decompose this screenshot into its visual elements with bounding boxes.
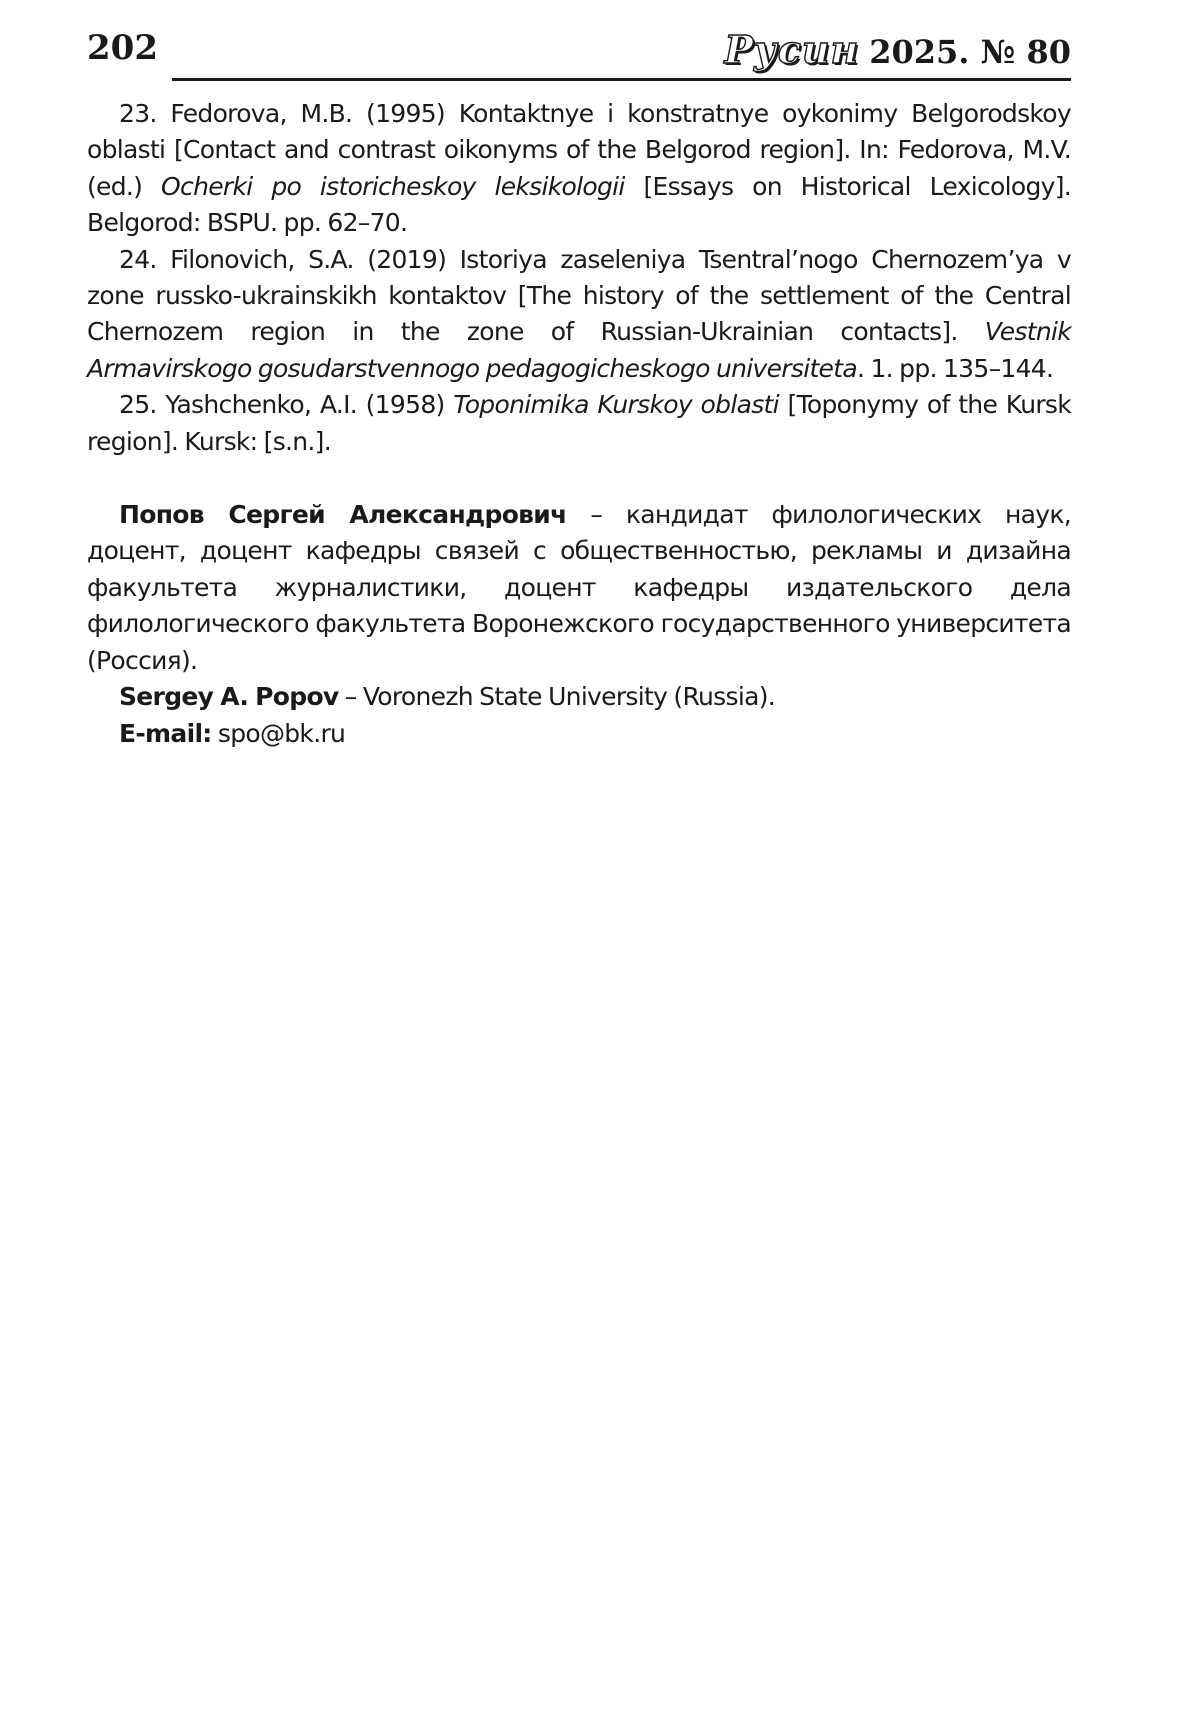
reference-text-tail: . 1. pp. 135–144. [856, 353, 1054, 383]
reference-number: 24. [119, 244, 157, 274]
email-label: E-mail: [119, 718, 212, 748]
journal-issue: 2025. № 80 [869, 33, 1071, 71]
journal-page [87, 0, 1071, 1714]
author-email[interactable]: spo@bk.ru [217, 718, 346, 748]
reference-item [87, 96, 1071, 242]
reference-text-tail: [Essays on Historical Lexicology]. Belgorod: BSPU. pp. 62–70. [87, 171, 1072, 238]
reference-number: 25. [119, 390, 157, 420]
author-info [87, 497, 1071, 752]
reference-text: Fedorova, M.B. (1995) Kontaktnye i konstratnye oykonimy Belgorodskoy oblasti [Contact and contrast oikonyms of the Belgorod region]. In: Fedorova, M.V. (ed.) [87, 99, 1071, 201]
reference-list [87, 96, 1071, 460]
page-body [87, 96, 1071, 752]
author-name-ru: Попов Сергей Александрович [119, 500, 567, 530]
author-bio-en [87, 679, 1071, 715]
reference-italic-title: Toponimika Kurskoy oblasti [453, 390, 779, 420]
reference-number: 23. [119, 99, 157, 128]
author-name-en: Sergey A. Popov [119, 682, 339, 712]
journal-title [724, 28, 1071, 81]
reference-item [87, 387, 1071, 460]
page-number: 202 [87, 28, 158, 68]
header-rule [172, 78, 1071, 81]
reference-text-tail: [Toponymy of the Kursk region]. Kursk: [s.n.]. [87, 390, 1072, 456]
author-affiliation: – Voronezh State University (Russia). [344, 682, 775, 712]
journal-name: Русин [724, 27, 860, 72]
running-header [87, 26, 1071, 76]
reference-text: Filonovich, S.A. (2019) Istoriya zaseleniya Tsentral’nogo Chernozem’ya v zone russko-ukrainskikh kontaktov [The history of the settlement of the Central Chernozem region in the zone of Russian-Ukrainian contacts]. [87, 244, 1072, 347]
reference-text: Yashchenko, A.I. (1958) [165, 390, 445, 420]
author-bio-ru [87, 497, 1071, 679]
author-bio-text: – кандидат филологических наук, доцент, доцент кафедры связей с общественностью, рекламы и дизайна факультета журналистики, доцент кафедры издательского дела филологического факультета Воронежского государственного университета (Россия). [87, 500, 1071, 675]
reference-item [87, 242, 1071, 388]
author-email-line [87, 716, 1071, 752]
reference-italic-title: Ocherki po istoricheskoy leksikologii [161, 171, 625, 201]
reference-italic-title: Vestnik Armavirskogo gosudarstvennogo pedagogicheskogo universiteta [87, 317, 1071, 383]
